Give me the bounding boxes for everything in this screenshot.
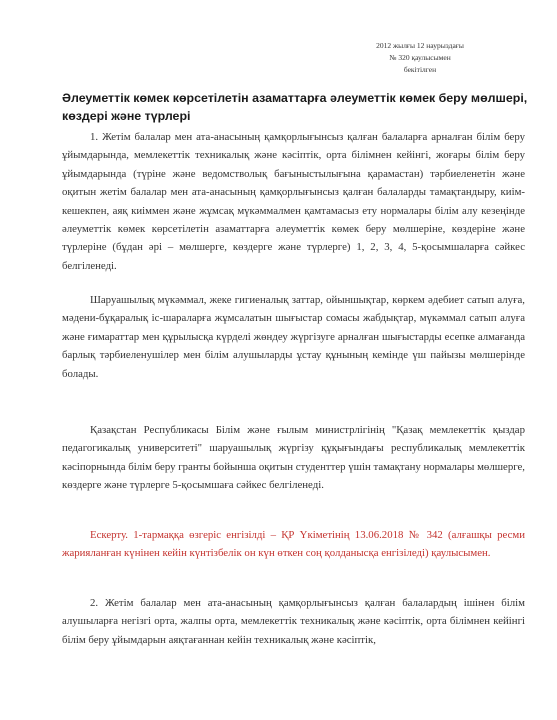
amendment-note: Ескерту. 1-тармаққа өзгеріс енгізілді – ҚР Үкіметінің 13.06.2018 № 342 (алғашқы ресми жарияланған күнінен кейін күнтізбелік он күн өткен соң қолданысқа енгізіледі) қаулысымен. — [62, 529, 525, 560]
document-title: Әлеуметтік көмек көрсетілетін азаматтарға әлеуметтік көмек беру мөлшері, көздері және түрлері — [62, 91, 528, 123]
approval-status: бекітілген — [403, 65, 437, 74]
approval-stamp — [320, 40, 520, 76]
approval-resolution-number: № 320 қаулысымен — [389, 53, 451, 62]
approval-date: 2012 жылғы 12 наурыздағы — [376, 41, 464, 50]
paragraph-4: 2. Жетім балалар мен ата-анасының қамқорлығынсыз қалған балалардың ішінен білім алушыларға негізгі орта, жалпы орта, мемлекеттік техникалық және кәсіптік, орта білімнен кейінгі білім беру ұйымдарын аяқтағаннан кейін техникалық және кәсіптік, — [62, 597, 525, 646]
paragraph-3: Қазақстан Республикасы Білім және ғылым министрлігінің "Қазақ мемлекеттік қыздар педагогикалық университеті" шаруашылық жүргізу құқығындағы республикалық мемлекеттік кәсіпорнында білім беру гранты бойынша оқитын студенттер үшін тамақтану нормалары мөлшерге, көздерге және түрлерге 5-қосымшаға сәйкес белгіленеді. — [62, 424, 525, 492]
paragraph-1: 1. Жетім балалар мен ата-анасының қамқорлығынсыз қалған балаларға арналған білім беру ұйымдарында, мемлекеттік техникалық және кәсіптік, орта білімнен кейінгі, жоғары білім беру ұйымдарында (түріне және ведомстволық бағыныстылығына қарамастан) тәрбиеленетін және оқитын жетім балалар мен ата-анасының қамқорлығынсыз қалған балаларды тамақтандыру, киім-кешекпен, аяқ киіммен және жұмсақ мүкәммалмен қамтамасыз ету нормалары білім алу кезеңінде әлеуметтік көмек көрсетілетін азаматтарға әлеуметтік көмек беру мөлшеріне, көздеріне және түрлеріне (бұдан әрі – мөлшерге, көздерге және түрлерге) 1, 2, 3, 4, 5-қосымшаларға сәйкес белгіленеді. — [62, 131, 525, 272]
paragraph-2: Шаруашылық мүкәммал, жеке гигиеналық заттар, ойыншықтар, көркем әдебиет сатып алуға, мәдени-бұқаралық іс-шараларға жұмсалатын шығыстар сомасы жабдықтар, мүкәммал сатып алуға және ғимараттар мен құрылысқа күрделі жөндеу жүргізуге арналған шығыстарды есепке алмағанда барлық тәрбиеленушілер мен білім алушыларды ұстау құнының кемінде үш пайызы мөлшерінде болады. — [62, 294, 525, 380]
